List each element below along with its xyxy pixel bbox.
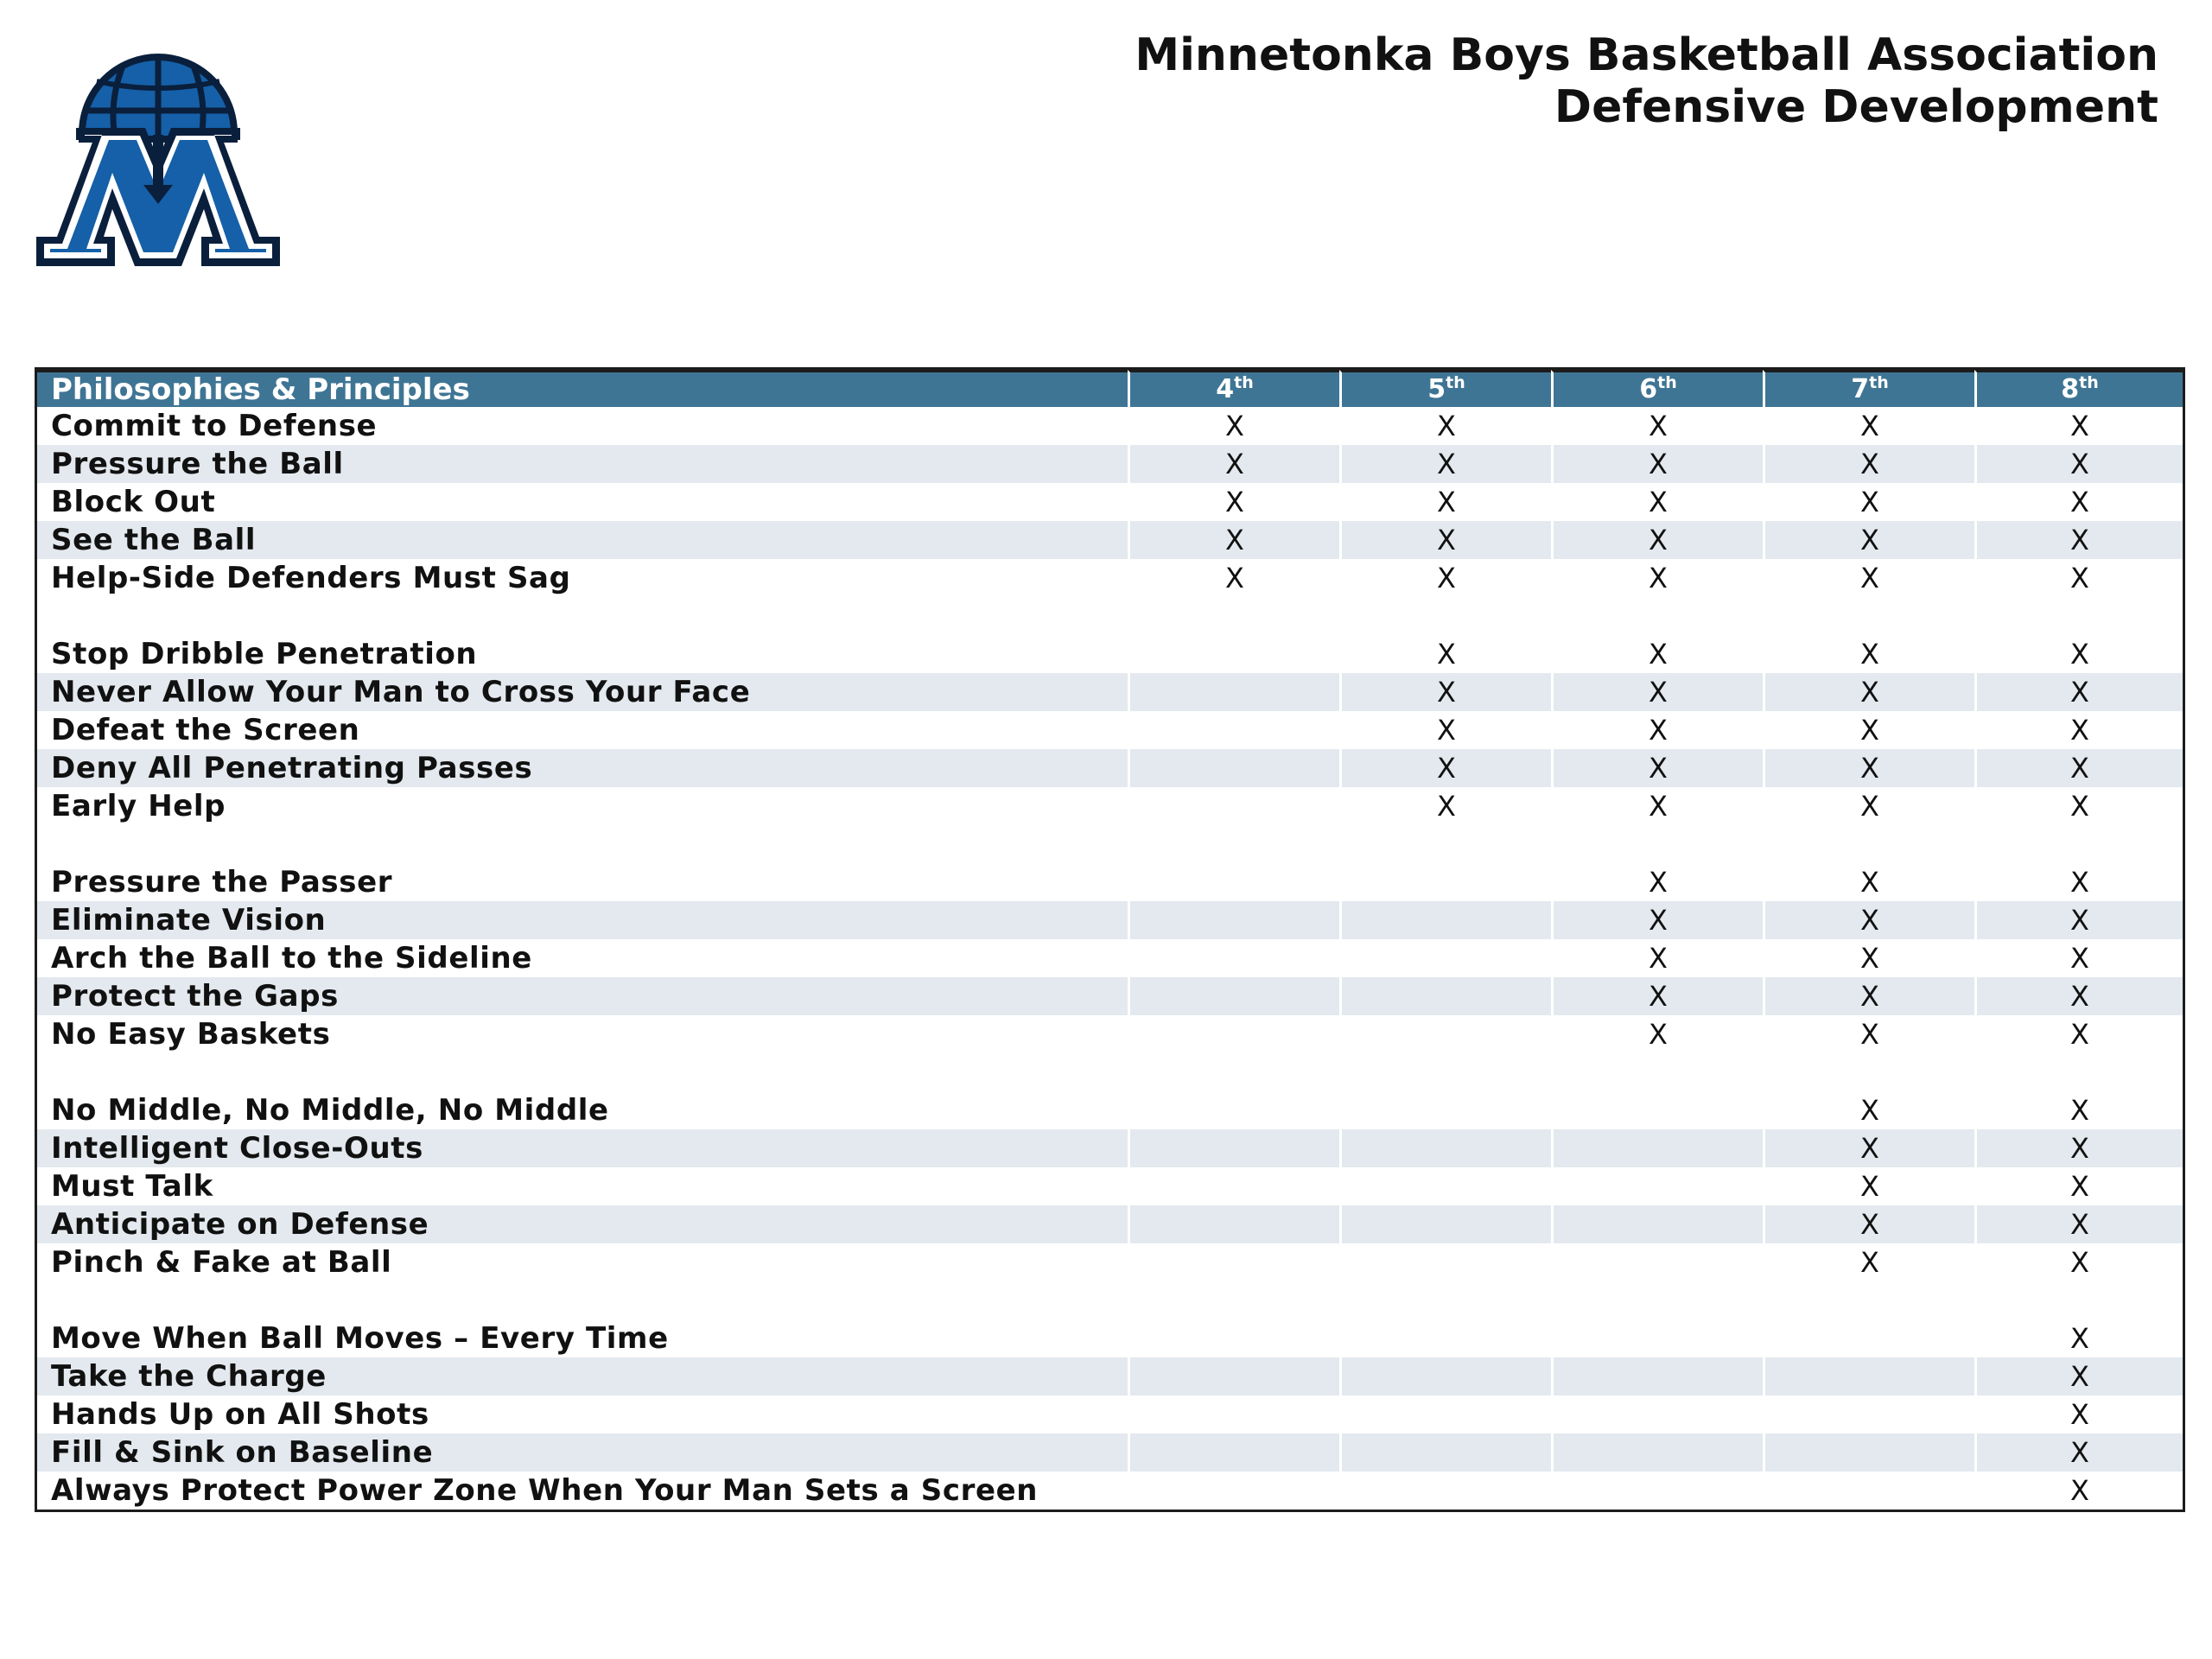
grade-mark-5 (1339, 1395, 1551, 1433)
grade-mark-7 (1763, 1357, 1974, 1395)
grade-mark-6 (1551, 1243, 1763, 1281)
grade-mark-5 (1339, 901, 1551, 939)
spacer-cell (1551, 825, 1763, 863)
principle-label: Help-Side Defenders Must Sag (51, 561, 571, 595)
grade-mark-8: X (1974, 901, 2183, 939)
grade-mark-6: X (1551, 635, 1763, 673)
grade-mark-5 (1339, 863, 1551, 901)
spacer-cell (1339, 1053, 1551, 1091)
grade-mark-4 (1128, 1015, 1339, 1053)
grade-mark-5 (1339, 1357, 1551, 1395)
grade-mark-5: X (1339, 521, 1551, 559)
grade-mark-6: X (1551, 559, 1763, 597)
spacer-cell (1339, 597, 1551, 635)
grade-number: 4 (1216, 374, 1235, 404)
grade-number: 7 (1851, 374, 1870, 404)
grade-mark-7: X (1763, 939, 1974, 977)
grade-mark-4 (1128, 939, 1339, 977)
spacer-cell (1128, 825, 1339, 863)
grade-mark-7: X (1763, 1091, 1974, 1129)
principle-label: Must Talk (51, 1169, 213, 1204)
grade-mark-4 (1128, 1167, 1339, 1205)
spacer-cell (1763, 1281, 1974, 1319)
grade-mark-7: X (1763, 1205, 1974, 1243)
column-header-principles: Philosophies & Principles (37, 370, 1128, 407)
grade-suffix: th (1446, 373, 1465, 392)
principle-label: Deny All Penetrating Passes (37, 749, 1128, 787)
grade-number: 8 (2061, 374, 2080, 404)
grade-mark-5: X (1339, 635, 1551, 673)
principle-label: Commit to Defense (51, 409, 378, 443)
principle-label: Take the Charge (37, 1357, 1128, 1395)
grade-mark-6: X (1551, 445, 1763, 483)
defensive-development-table (35, 367, 2185, 1512)
grade-mark-8: X (1974, 787, 2183, 825)
grade-mark-4 (1128, 673, 1339, 711)
grade-mark-7: X (1763, 1015, 1974, 1053)
grade-mark-8: X (1974, 559, 2183, 597)
grade-mark-7: X (1763, 863, 1974, 901)
principle-label: Pinch & Fake at Ball (51, 1245, 392, 1280)
grade-mark-5: X (1339, 483, 1551, 521)
grade-mark-6 (1551, 1205, 1763, 1243)
column-header-grade-8 (1974, 370, 2183, 407)
grade-mark-4 (1128, 1205, 1339, 1243)
grade-mark-4 (1128, 1243, 1339, 1281)
grade-mark-8: X (1974, 1091, 2183, 1129)
grade-suffix: th (1657, 373, 1677, 392)
grade-mark-7: X (1763, 749, 1974, 787)
spacer-cell (1339, 825, 1551, 863)
grade-mark-7: X (1763, 787, 1974, 825)
grade-mark-5 (1339, 1471, 1551, 1510)
grade-mark-4 (1128, 1433, 1339, 1471)
principle-label: No Middle, No Middle, No Middle (51, 1093, 609, 1128)
principle-label: Always Protect Power Zone When Your Man Sets a Screen (51, 1473, 1039, 1508)
grade-mark-7: X (1763, 483, 1974, 521)
spacer-cell (37, 1053, 1128, 1091)
grade-mark-6: X (1551, 749, 1763, 787)
spacer-cell (1763, 1053, 1974, 1091)
grade-number: 5 (1427, 374, 1446, 404)
spacer-cell (1128, 1053, 1339, 1091)
grade-mark-5: X (1339, 787, 1551, 825)
grade-mark-6: X (1551, 1015, 1763, 1053)
spacer-cell (1339, 1281, 1551, 1319)
grade-mark-5 (1339, 977, 1551, 1015)
column-header-grade-7 (1763, 370, 1974, 407)
grade-mark-6 (1551, 1357, 1763, 1395)
grade-mark-4 (1128, 1471, 1339, 1510)
minnetonka-logo-icon (33, 31, 283, 273)
grade-mark-8: X (1974, 1129, 2183, 1167)
grade-mark-8: X (1974, 635, 2183, 673)
column-header-grade-5 (1339, 370, 1551, 407)
grade-mark-4 (1128, 901, 1339, 939)
grade-mark-8: X (1974, 483, 2183, 521)
grade-mark-8: X (1974, 1167, 2183, 1205)
grade-mark-7: X (1763, 1129, 1974, 1167)
principle-label: Hands Up on All Shots (51, 1397, 429, 1432)
grade-mark-8: X (1974, 1433, 2183, 1471)
spacer-cell (1551, 1281, 1763, 1319)
spacer-cell (1763, 597, 1974, 635)
principle-label: See the Ball (37, 521, 1128, 559)
grade-mark-8: X (1974, 1395, 2183, 1433)
grade-mark-4: X (1128, 521, 1339, 559)
grade-mark-7 (1763, 1395, 1974, 1433)
grade-mark-8: X (1974, 1319, 2183, 1357)
spacer-cell (1974, 597, 2183, 635)
grade-mark-6 (1551, 1395, 1763, 1433)
principle-label: Early Help (51, 789, 226, 823)
grade-mark-5: X (1339, 749, 1551, 787)
grade-mark-5 (1339, 1243, 1551, 1281)
grade-mark-7 (1763, 1433, 1974, 1471)
principle-label: Stop Dribble Penetration (51, 637, 478, 671)
grade-mark-7: X (1763, 635, 1974, 673)
spacer-cell (1974, 825, 2183, 863)
spacer-cell (1128, 597, 1339, 635)
grade-mark-7: X (1763, 977, 1974, 1015)
grade-mark-4 (1128, 1091, 1339, 1129)
grade-mark-6: X (1551, 673, 1763, 711)
column-header-grade-6 (1551, 370, 1763, 407)
grade-mark-5 (1339, 1091, 1551, 1129)
grade-mark-8: X (1974, 1357, 2183, 1395)
grade-mark-4 (1128, 1129, 1339, 1167)
grade-mark-6: X (1551, 939, 1763, 977)
grade-mark-6: X (1551, 863, 1763, 901)
grade-mark-4: X (1128, 559, 1339, 597)
principle-label: Eliminate Vision (37, 901, 1128, 939)
grade-mark-5: X (1339, 559, 1551, 597)
principle-label: Block Out (51, 485, 216, 519)
grade-mark-4: X (1128, 483, 1339, 521)
grade-mark-5: X (1339, 445, 1551, 483)
spacer-cell (1763, 825, 1974, 863)
grade-mark-6: X (1551, 407, 1763, 445)
grade-mark-6: X (1551, 787, 1763, 825)
grade-mark-8: X (1974, 939, 2183, 977)
grade-mark-7: X (1763, 711, 1974, 749)
grade-mark-7: X (1763, 1167, 1974, 1205)
grade-mark-8: X (1974, 407, 2183, 445)
grade-mark-4 (1128, 749, 1339, 787)
grade-mark-4: X (1128, 407, 1339, 445)
grade-mark-8: X (1974, 673, 2183, 711)
grade-mark-5 (1339, 1129, 1551, 1167)
grade-number: 6 (1639, 374, 1658, 404)
grade-mark-6 (1551, 1091, 1763, 1129)
grade-suffix: th (1869, 373, 1889, 392)
grade-mark-5 (1339, 1433, 1551, 1471)
grade-mark-8: X (1974, 1205, 2183, 1243)
principle-label: Anticipate on Defense (37, 1205, 1128, 1243)
grade-mark-8: X (1974, 521, 2183, 559)
grade-mark-5: X (1339, 673, 1551, 711)
grade-mark-8: X (1974, 977, 2183, 1015)
grade-mark-4: X (1128, 445, 1339, 483)
grade-mark-5 (1339, 939, 1551, 977)
spacer-cell (1974, 1053, 2183, 1091)
grade-mark-6: X (1551, 483, 1763, 521)
grade-mark-8: X (1974, 749, 2183, 787)
spacer-cell (1128, 1281, 1339, 1319)
grade-mark-6: X (1551, 711, 1763, 749)
grade-mark-7: X (1763, 445, 1974, 483)
grade-mark-5 (1339, 1319, 1551, 1357)
principle-label: No Easy Baskets (51, 1017, 331, 1052)
grade-mark-8: X (1974, 711, 2183, 749)
principle-label: Pressure the Ball (37, 445, 1128, 483)
grade-mark-6 (1551, 1319, 1763, 1357)
principle-label: Intelligent Close-Outs (37, 1129, 1128, 1167)
spacer-cell (37, 597, 1128, 635)
principle-label: Arch the Ball to the Sideline (51, 941, 532, 976)
grade-mark-4 (1128, 1319, 1339, 1357)
grade-mark-6 (1551, 1129, 1763, 1167)
principle-label: Defeat the Screen (51, 713, 360, 747)
grade-mark-8: X (1974, 863, 2183, 901)
grade-mark-6 (1551, 1433, 1763, 1471)
spacer-cell (1551, 1053, 1763, 1091)
grade-mark-5: X (1339, 407, 1551, 445)
spacer-cell (1974, 1281, 2183, 1319)
grade-suffix: th (2079, 373, 2099, 392)
principle-label: Protect the Gaps (37, 977, 1128, 1015)
grade-mark-7: X (1763, 559, 1974, 597)
grade-mark-4 (1128, 863, 1339, 901)
grade-mark-7: X (1763, 1243, 1974, 1281)
principle-label: Pressure the Passer (51, 865, 393, 899)
principle-label: Move When Ball Moves – Every Time (51, 1321, 669, 1356)
grade-mark-4 (1128, 787, 1339, 825)
grade-mark-8: X (1974, 1015, 2183, 1053)
grade-mark-7 (1763, 1471, 1974, 1510)
grade-mark-5 (1339, 1015, 1551, 1053)
grade-mark-7 (1763, 1319, 1974, 1357)
grade-mark-6: X (1551, 521, 1763, 559)
principle-label: Fill & Sink on Baseline (37, 1433, 1128, 1471)
grade-mark-7: X (1763, 901, 1974, 939)
title-line-subject: Defensive Development (1554, 81, 2158, 133)
spacer-cell (1551, 597, 1763, 635)
spacer-cell (37, 825, 1128, 863)
grade-mark-4 (1128, 1357, 1339, 1395)
grade-mark-6: X (1551, 977, 1763, 1015)
grade-suffix: th (1234, 373, 1254, 392)
column-header-grade-4 (1128, 370, 1339, 407)
grade-mark-6 (1551, 1167, 1763, 1205)
grade-mark-6 (1551, 1471, 1763, 1510)
grade-mark-8: X (1974, 1243, 2183, 1281)
title-line-organization: Minnetonka Boys Basketball Association (1135, 29, 2158, 81)
grade-mark-7: X (1763, 407, 1974, 445)
grade-mark-8: X (1974, 445, 2183, 483)
grade-mark-4 (1128, 635, 1339, 673)
grade-mark-7: X (1763, 521, 1974, 559)
grade-mark-6: X (1551, 901, 1763, 939)
grade-mark-4 (1128, 1395, 1339, 1433)
grade-mark-4 (1128, 977, 1339, 1015)
document-title (1135, 29, 2158, 133)
grade-mark-4 (1128, 711, 1339, 749)
grade-mark-5: X (1339, 711, 1551, 749)
grade-mark-7: X (1763, 673, 1974, 711)
principle-label: Never Allow Your Man to Cross Your Face (37, 673, 1128, 711)
grade-mark-5 (1339, 1205, 1551, 1243)
grade-mark-8: X (1974, 1471, 2183, 1510)
grade-mark-5 (1339, 1167, 1551, 1205)
spacer-cell (37, 1281, 1128, 1319)
